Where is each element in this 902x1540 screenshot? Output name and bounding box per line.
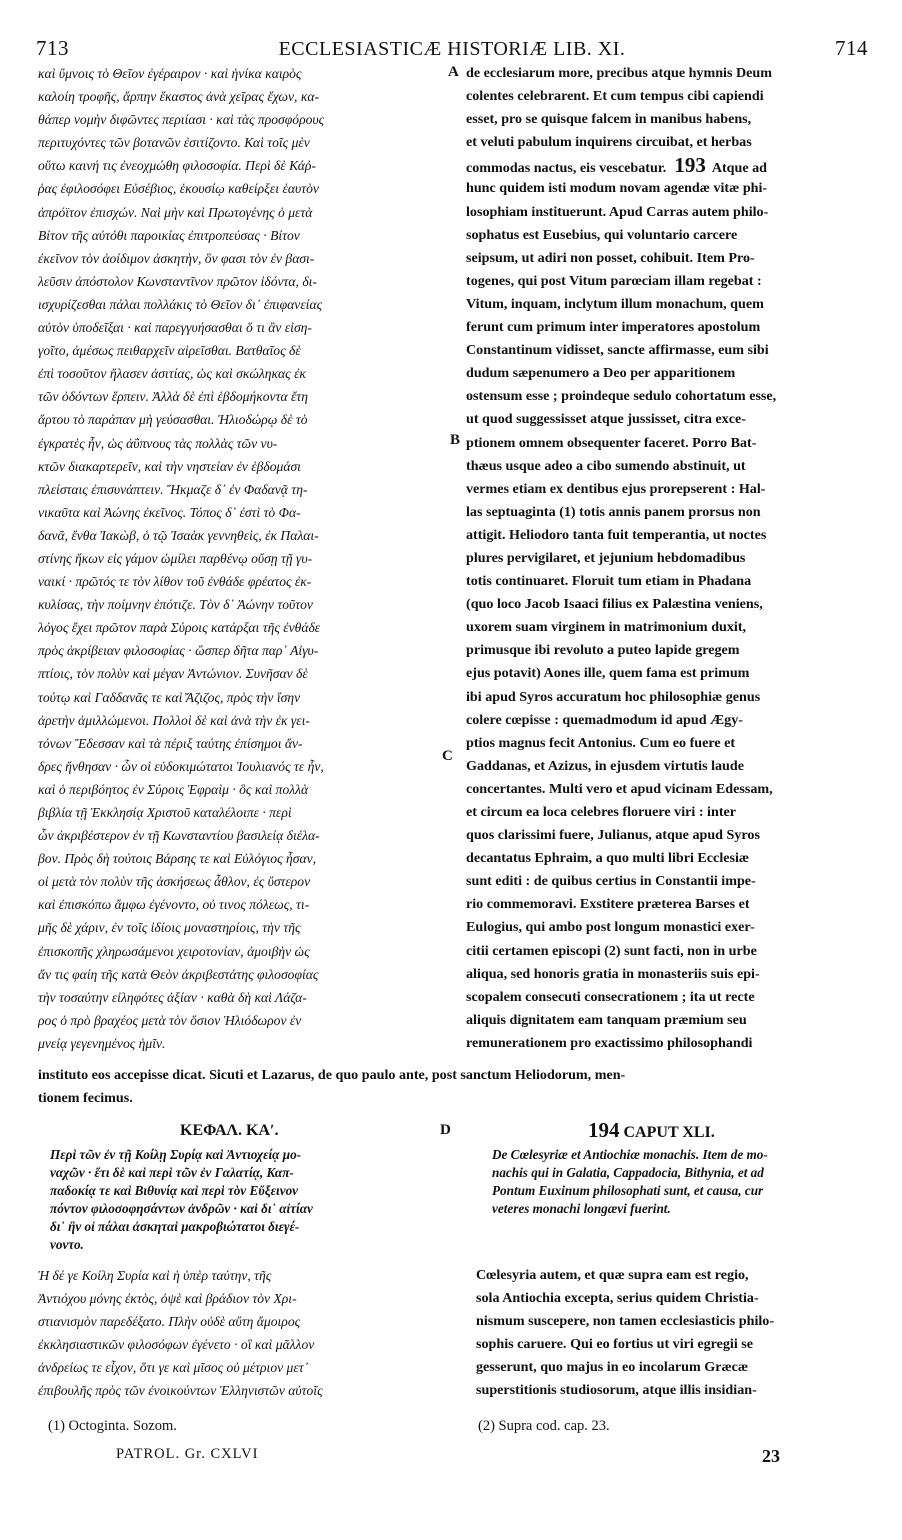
latin-text-span: de ecclesiarum more, precibus atque hymnis Deum	[466, 65, 772, 81]
greek-text-line: νικαῦτα καὶ Ἀώνης ἐκεῖνος. Τόπος δ᾽ ἐστὶ τὸ Φα-	[38, 504, 301, 520]
greek-text-line: πρὸς ἀκρίβειαν φιλοσοφίας · ὥσπερ δῆτα παρ᾽ Αἰγυ-	[38, 643, 319, 659]
latin-text-span: ibi apud Syros accuratum hoc philosophiæ genus	[466, 688, 761, 705]
latin-text-span: (quo loco Jacob Isaaci filius ex Palæstina veniens,	[466, 596, 763, 613]
latin-text-line	[466, 570, 866, 593]
left-page-number: 713	[36, 36, 69, 60]
latin-text-line	[466, 686, 866, 709]
latin-text-line	[466, 108, 866, 131]
latin-text-line	[466, 85, 866, 108]
latin-body-line: sola Antiochia excepta, serius quidem Christia-	[476, 1290, 759, 1307]
latin-text-line	[466, 870, 866, 893]
latin-text-span: esset, pro se quisque falcem in manibus habens,	[466, 111, 752, 128]
latin-text-line	[466, 940, 866, 963]
greek-body-line: ἀνδρείως τε εἶχον, ὅτι γε καὶ μῖσος οὐ μέτριον μετ᾽	[38, 1360, 309, 1376]
greek-text-line: ῥας ἐφιλοσόφει Εὐσέβιος, ἑκουσίῳ καθείρξει ἑαυτὸν	[38, 181, 319, 197]
latin-column	[466, 62, 866, 1055]
greek-chapter-heading: ΚΕΦΑΛ. ΚΑʹ.	[180, 1122, 279, 1139]
greek-summary-line: δι᾽ ἣν οἱ πάλαι ἀσκηταὶ μακροβιώτατοι διεγέ-	[50, 1219, 300, 1234]
greek-body-line: ἐπιβουλῆς πρὸς τῶν ἐνοικούντων Ἑλληνιστῶν αὐτοῖς	[38, 1383, 323, 1399]
greek-text-line: ρος ὁ πρὸ βραχέος μετὰ τὸν ὅσιον Ἡλιόδωρον ἐν	[38, 1012, 302, 1028]
greek-text-line: ναικί · πρῶτός τε τὸν λίθον τοῦ ἐνθάδε φρέατος ἐκ-	[38, 574, 312, 590]
latin-text-line	[466, 824, 866, 847]
latin-text-line	[466, 385, 866, 408]
greek-text-line: περιτυχόντες τῶν βοτανῶν ἐσιτίζοντο. Καὶ τοῖς μὲν	[38, 135, 310, 151]
latin-text-line	[466, 963, 866, 986]
latin-text-line	[466, 593, 866, 616]
printer-signature: PATROL. Gr. CXLVI	[116, 1446, 259, 1462]
greek-text-line: γοῖτο, ἀμέσως πειθαρχεῖν αἱρεῖσθαι. Βατθαῖος δὲ	[38, 343, 301, 359]
greek-body-line: Ἡ δέ γε Κοίλη Συρία καὶ ἡ ὑπὲρ ταύτην, τῆς	[38, 1268, 272, 1283]
latin-text-line	[466, 154, 866, 177]
latin-body-line: superstitionis studiosorum, atque illis insidian-	[476, 1382, 757, 1399]
greek-text-line: καὶ ἐπισκόπω ἄμφω ἐγένοντο, οὐ τινος πόλεως, τι-	[38, 897, 310, 913]
latin-text-span: attigit. Heliodoro tanta fuit temperantia, ut noctes	[466, 526, 767, 543]
greek-text-line: βον. Πρὸς δὴ τούτοις Βάρσης τε καὶ Εὐλόγιος ἦσαν,	[38, 851, 317, 867]
latin-text-span: Vitum, inquam, inclytum illum monachum, quem	[466, 295, 764, 312]
latin-text-span: aliqua, sed honoris gratia in monasteriis suis epi-	[466, 965, 760, 982]
latin-text-span: colere cœpisse : quemadmodum id apud Ægy-	[466, 711, 743, 728]
latin-text-span: togenes, qui post Vitum parœciam illam regebat :	[466, 272, 762, 289]
greek-summary-line: παδοκίᾳ τε καὶ Βιθυνίᾳ καὶ περὶ τὸν Εὔξεινον	[50, 1183, 299, 1198]
latin-text-line	[466, 455, 866, 478]
greek-text-line: πτίοις, τὸν πολὺν καὶ μέγαν Ἀντώνιον. Συνῆσαν δὲ	[38, 666, 308, 682]
latin-text-span: Atque ad	[711, 160, 768, 177]
latin-text-line	[466, 1009, 866, 1032]
latin-summary-line: veteres monachi longævi fuerint.	[492, 1201, 671, 1216]
latin-text-span: ferunt cum primum inter imperatores apostolum	[466, 319, 761, 336]
latin-text-line	[466, 1032, 866, 1055]
latin-text-span: ejus potavit) Aones ille, quem fama est primum	[466, 665, 750, 682]
latin-text-line	[466, 732, 866, 755]
greek-text-line: καλοίη τροφῆς, ἄρπην ἕκαστος ἀνὰ χεῖρας ἔχων, κα-	[38, 89, 320, 105]
latin-text-line	[466, 293, 866, 316]
latin-text-span: colentes celebrarent. Et cum tempus cibi capiendi	[466, 88, 764, 105]
latin-text-line	[466, 478, 866, 501]
latin-text-span: primusque ibi revoluto a puteo lapide gregem	[466, 642, 740, 659]
greek-text-line: αὐτὸν ὑποδεῖξαι · καὶ παρεγγυήσασθαι ὅ τι ἂν εἰση-	[38, 320, 312, 336]
latin-text-line	[466, 847, 866, 870]
latin-text-line	[466, 408, 866, 431]
latin-text-span: plures pervigilaret, et jejunium hebdomadibus	[466, 549, 746, 566]
greek-text-line: κυλίσας, τὴν ποίμνην ἐπότιζε. Τὸν δ᾽ Ἀώνην τοῦτον	[38, 597, 313, 613]
greek-text-line: θάπερ νομὴν διφῶντες περιίασι · καὶ τὰς προσφόρους	[38, 112, 325, 128]
latin-chapter-summary	[492, 1146, 868, 1218]
latin-text-line	[466, 432, 866, 455]
latin-text-line	[466, 224, 866, 247]
greek-text-line: καὶ ὁ περιβόητος ἐν Σύροις Ἐφραὶμ · ὃς καὶ πολλὰ	[38, 781, 309, 797]
greek-text-line: τούτῳ καὶ Γαδδανᾶς τε καὶ Ἄζιζος, πρὸς τὴν ἴσην	[38, 689, 301, 705]
latin-chapter-heading	[588, 1118, 715, 1143]
latin-text-span: commodas nactus, eis vescebatur.	[466, 160, 667, 177]
latin-text-span: sunt editi : de quibus certius in Constantii impe-	[466, 873, 756, 890]
latin-body-line: Cœlesyria autem, et quæ supra eam est regio,	[476, 1267, 749, 1283]
latin-summary-line: De Cœlesyriæ et Antiochiæ monachis. Item de mo-	[492, 1147, 768, 1162]
footnote-left: (1) Octoginta. Sozom.	[48, 1418, 177, 1434]
full-width-line-1: instituto eos accepisse dicat. Sicuti et Lazarus, de quo paulo ante, post sanctum Heliodorum, men-	[38, 1067, 626, 1083]
latin-text-line	[466, 662, 866, 685]
greek-text-line: ἄρτου τὸ παράπαν μὴ γεύσασθαι. Ἡλιοδώρῳ δὲ τὸ	[38, 412, 308, 428]
greek-chapter-summary	[50, 1146, 450, 1254]
latin-text-line	[466, 547, 866, 570]
greek-summary-line: πόντον φιλοσοφησάντων ἀνδρῶν · καὶ δι᾽ αἰτίαν	[50, 1201, 313, 1216]
greek-text-line: ἐκεῖνον τὸν ἀοίδιμον ἀσκητὴν, ὃν φασι τὸν ἐν βασι-	[38, 250, 315, 266]
margin-marker-d: D	[440, 1122, 451, 1138]
margin-marker-b: B	[450, 432, 461, 448]
latin-text-line	[466, 801, 866, 824]
latin-text-span: Constantinum vidisset, sancte affirmasse, eum sibi	[466, 342, 769, 359]
latin-text-span: et veluti pabulum inquirens circuibat, et herbas	[466, 134, 752, 151]
greek-summary-line: ναχῶν · ἔτι δὲ καὶ περὶ τῶν ἐν Γαλατίᾳ, Καπ-	[50, 1165, 294, 1180]
margin-marker-c: C	[442, 748, 453, 764]
latin-text-span: rio commemoravi. Exstitere præterea Barses et	[466, 896, 750, 913]
greek-body-line: Ἀντιόχου μόνης ἐκτὸς, ὀψὲ καὶ βράδιον τὸν Χρι-	[38, 1291, 297, 1307]
latin-text-span: ptionem omnem obsequenter faceret. Porro Bat-	[466, 434, 757, 451]
latin-text-span: decantatus Ephraim, a quo multi libri Ecclesiæ	[466, 850, 750, 867]
latin-text-span: ostensum esse ; proindeque sedulo cohortatum esse,	[466, 388, 777, 405]
greek-text-line: δανᾶ, ἔνθα Ἰακὼβ, ὁ τῷ Ἰσαὰκ γεννηθεὶς, ἐκ Παλαι-	[38, 527, 319, 543]
greek-chapter-body	[38, 1264, 450, 1403]
greek-text-line: ἀρετὴν ἁμιλλώμενοι. Πολλοὶ δὲ καὶ ἀνὰ τὴν ἐκ γει-	[38, 712, 310, 728]
latin-text-span: ut quod suggessisset atque jussisset, citra exce-	[466, 411, 746, 428]
greek-text-line: Βίτον τῆς αὐτόθι παροικίας ἐπιτροπεύσας · Βίτον	[38, 227, 300, 243]
latin-text-line	[466, 177, 866, 200]
sheet-number: 23	[762, 1446, 780, 1466]
footnote-right: (2) Supra cod. cap. 23.	[478, 1418, 610, 1434]
greek-text-line: ἐγκρατὲς ἦν, ὡς ἀΰπνους τὰς πολλὰς τῶν νυ-	[38, 435, 278, 451]
latin-body-line: sophis caruere. Qui eo fortius ut viri egregii se	[476, 1336, 754, 1353]
greek-column	[38, 62, 450, 1055]
greek-text-line: ἄν τις φαίη τῆς κατὰ Θεὸν ἀκριβεστάτης φιλοσοφίας	[38, 966, 319, 982]
latin-summary-line: nachis qui in Galatia, Cappadocia, Bithynia, et ad	[492, 1165, 764, 1180]
greek-text-line: οἱ μετὰ τὸν πολὺν τῆς ἀσκήσεως ἆθλον, ἐς ὕστερον	[38, 874, 311, 890]
latin-text-line	[466, 524, 866, 547]
latin-text-span: scopalem consecuti consecrationem ; ita ut recte	[466, 988, 755, 1005]
latin-text-line	[466, 755, 866, 778]
latin-chapter-body	[476, 1264, 868, 1403]
latin-text-line	[466, 916, 866, 939]
latin-text-line	[466, 616, 866, 639]
latin-text-line	[466, 362, 866, 385]
latin-text-span: totis continuaret. Floruit tum etiam in Phadana	[466, 573, 752, 590]
latin-text-line	[466, 709, 866, 732]
section-number-193: 193	[674, 154, 706, 178]
latin-text-span: thæus usque adeo a cibo sumendo abstinuit, ut	[466, 457, 746, 474]
greek-body-line: ἐκκλησιαστικῶν φιλοσόφων ἐγένετο · οἳ καὶ μᾶλλον	[38, 1337, 315, 1353]
latin-text-line	[466, 639, 866, 662]
right-page-number: 714	[835, 36, 868, 60]
latin-text-span: dudum sæpenumero a Deo per apparitionem	[466, 365, 736, 382]
greek-text-line: κτῶν διακαρτερεῖν, καὶ τὴν νηστείαν ἐν ἑβδομάσι	[38, 458, 301, 474]
latin-text-span: Gaddanas, et Azizus, in ejusdem virtutis laude	[466, 757, 744, 774]
latin-text-line	[466, 201, 866, 224]
latin-chapter-number: 194	[588, 1118, 620, 1142]
greek-text-line: τῶν ὀδόντων ἕρπειν. Ἀλλὰ δὲ ἐπὶ ἑβδομήκοντα ἔτη	[38, 389, 308, 405]
greek-text-line: στίνης ἥκων εἰς γάμον ὡμίλει παρθένῳ οὔσῃ τῇ γυ-	[38, 550, 313, 566]
latin-text-span: remunerationem pro exactissimo philosophandi	[466, 1034, 753, 1051]
latin-text-span: seipsum, ut adiri non posset, cohibuit. Item Pro-	[466, 249, 755, 266]
margin-marker-a: A	[448, 64, 459, 80]
latin-text-line	[466, 62, 866, 85]
latin-text-span: ptios magnus fecit Antonius. Cum eo fuere et	[466, 734, 736, 751]
latin-text-line	[466, 339, 866, 362]
latin-text-span: Eulogius, qui ambo post longum monastici exer-	[466, 919, 755, 936]
greek-text-line: τὴν τοσαύτην εἰληφότες ἀξίαν · καθὰ δὴ καὶ Λάζα-	[38, 989, 307, 1005]
greek-text-line: ὧν ἀκριβέστερον ἐν τῇ Κωνσταντίου βασιλείᾳ διέλα-	[38, 828, 320, 844]
latin-text-line	[466, 778, 866, 801]
latin-text-line	[466, 986, 866, 1009]
latin-chapter-title: CAPUT XLI.	[623, 1124, 715, 1141]
latin-text-line	[466, 501, 866, 524]
latin-text-span: sophatus est Eusebius, qui voluntario carcere	[466, 226, 738, 243]
greek-text-line: δρες ἤνθησαν · ὧν οἱ εὐδοκιμώτατοι Ἰουλιανός τε ἦν,	[38, 758, 324, 774]
greek-text-line: πλείσταις ἐπισυνάπτειν. Ἤκμαζε δ᾽ ἐν Φαδανᾷ τη-	[38, 481, 308, 497]
greek-text-line: ἐπὶ τοσοῦτον ἤλασεν ἀσιτίας, ὡς καὶ σκώληκας ἐκ	[38, 366, 306, 382]
latin-summary-line: Pontum Euxinum philosophati sunt, et causa, cur	[492, 1183, 764, 1198]
latin-body-line: gesserunt, quo majus in eo incolarum Græcæ	[476, 1359, 749, 1376]
latin-text-span: citii certamen episcopi (2) sunt facti, non in urbe	[466, 942, 757, 959]
latin-text-span: losophiam instituerunt. Apud Carras autem philo-	[466, 203, 769, 220]
latin-text-span: quos clarissimi fuere, Julianus, atque apud Syros	[466, 827, 760, 844]
latin-text-span: las septuaginta (1) totis annis panem prorsus non	[466, 503, 761, 520]
greek-body-line: στιανισμὸν παρεδέξατο. Πλὴν οὐδὲ αὕτη ἄμοιρος	[38, 1314, 301, 1330]
latin-text-span: concertantes. Multi vero et apud vicinam Edessam,	[466, 780, 773, 797]
full-width-line-2: tionem fecimus.	[38, 1090, 133, 1106]
running-title: ECCLESIASTICÆ HISTORIÆ LIB. XI.	[278, 38, 626, 60]
greek-summary-line: Περὶ τῶν ἐν τῇ Κοίλῃ Συρίᾳ καὶ Ἀντιοχείᾳ μο-	[50, 1147, 302, 1162]
greek-text-line: μῆς δὲ χάριν, ἐν τοῖς ἰδίοις μοναστηρίοις, τὴν τῆς	[38, 920, 301, 936]
latin-text-span: hunc quidem isti modum novam agendæ vitæ phi-	[466, 180, 768, 197]
latin-text-line	[466, 131, 866, 154]
greek-text-line: καὶ ὕμνοις τὸ Θεῖον ἐγέραιρον · καὶ ἡνίκα καιρὸς	[38, 66, 302, 81]
latin-body-line: nismum suscepere, non tamen ecclesiasticis philo-	[476, 1313, 775, 1330]
greek-summary-line: νοντο.	[50, 1237, 84, 1252]
latin-text-line	[466, 893, 866, 916]
greek-text-line: οὕτω καινή τις ἐνεοχμώθη φιλοσοφία. Περὶ δὲ Κάῤ-	[38, 158, 316, 174]
latin-text-span: vermes etiam ex dentibus ejus prorepserent : Hal-	[466, 480, 766, 497]
greek-text-line: μνείᾳ γεγενημένος ἡμῖν.	[38, 1035, 166, 1051]
greek-text-line: βιβλία τῇ Ἐκκλησίᾳ Χριστοῦ καταλέλοιπε · περὶ	[38, 805, 292, 820]
latin-text-line	[466, 247, 866, 270]
greek-text-line: τόνων Ἔδεσσαν καὶ τὰ πέριξ ταύτης ἐπίσημοι ἄν-	[38, 735, 303, 751]
greek-text-line: ισχυρίζεσθαι πάλαι πολλάκις τὸ Θεῖον δι᾽ ἐπιφανείας	[38, 296, 323, 312]
latin-text-span: et circum ea loca celebres floruere viri : inter	[466, 804, 737, 820]
latin-text-line	[466, 316, 866, 339]
greek-text-line: λεῦσιν ἀπόστολον Κωνσταντῖνον πρῶτον ἰδόντα, δι-	[38, 273, 317, 289]
greek-text-line: ἀπρόϊτον ἐπισχών. Ναὶ μὴν καὶ Πρωτογένης ὁ μετὰ	[38, 204, 313, 220]
latin-text-span: aliquis dignitatem eam tanquam præmium seu	[466, 1011, 747, 1028]
latin-text-span: uxorem suam virginem in matrimonium duxit,	[466, 619, 747, 636]
greek-text-line: λόγος ἔχει πρῶτον παρὰ Σύροις κατάρξαι τῆς ἐνθάδε	[38, 620, 321, 636]
latin-text-line	[466, 270, 866, 293]
greek-text-line: ἐπισκοπῆς χληρωσάμενοι χειροτονίαν, ἀμοιβὴν ὡς	[38, 943, 310, 959]
running-header	[36, 36, 868, 64]
